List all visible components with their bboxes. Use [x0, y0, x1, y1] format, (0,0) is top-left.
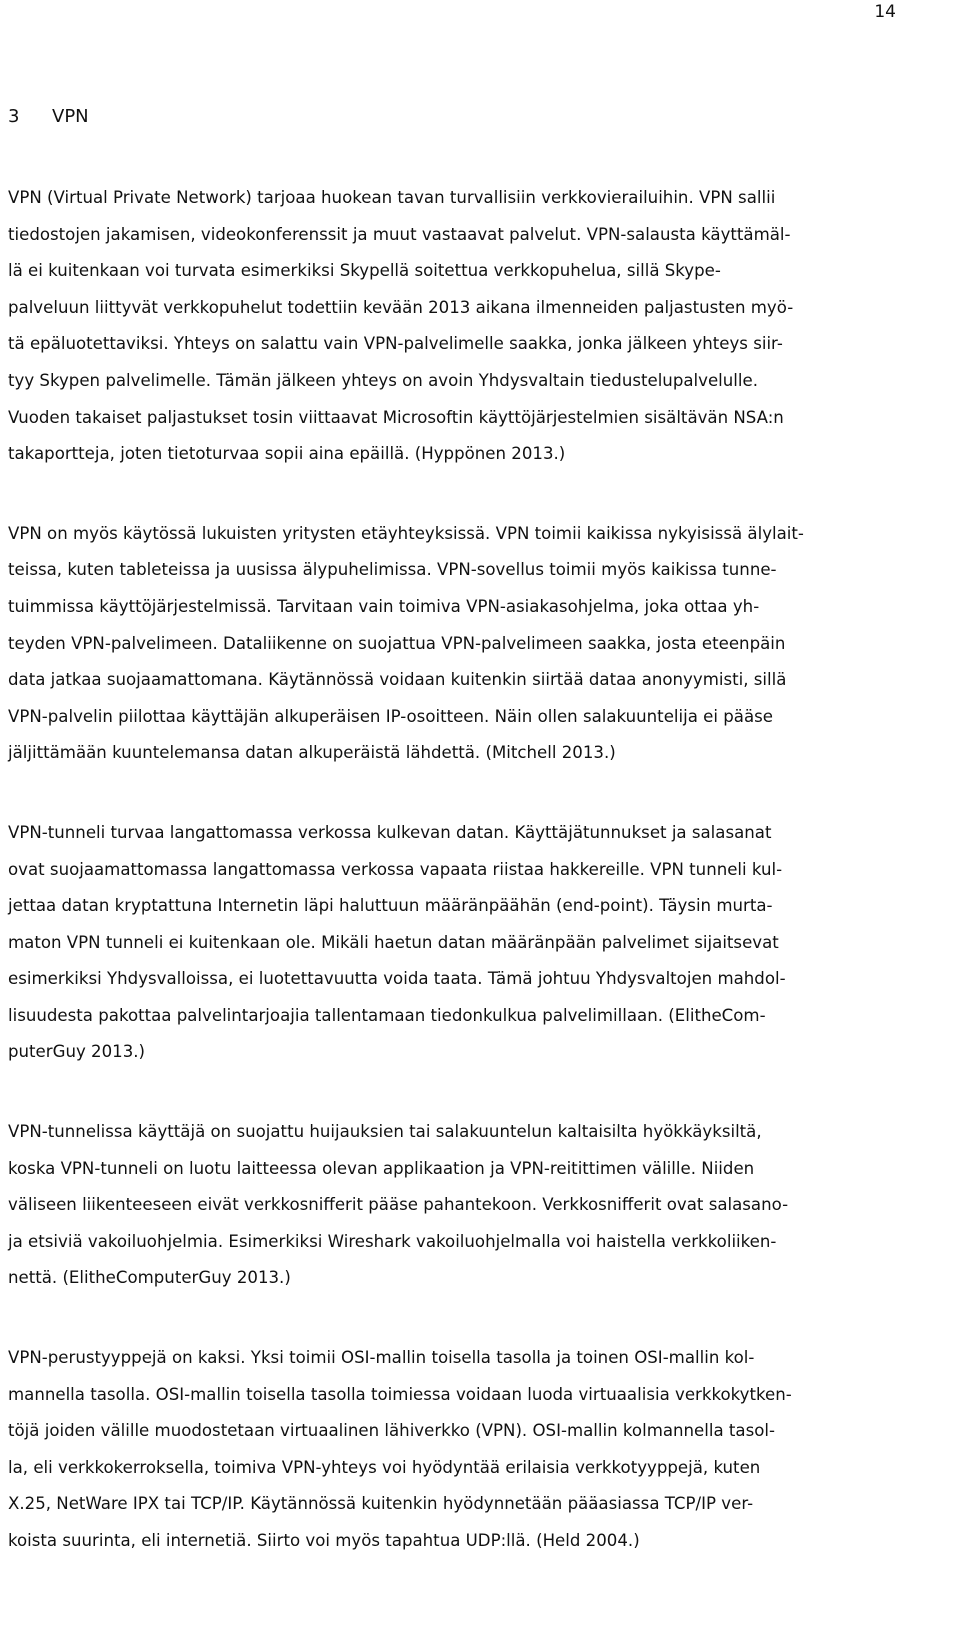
paragraph: VPN-perustyyppejä on kaksi. Yksi toimii OSI-mallin toisella tasolla ja toinen OSI-mallin kol- mannella tasolla. OSI-mallin toisella tasolla toimiessa voidaan luoda virtuaalisia verkkokytken- töjä joiden välille muodostetaan virtuaalinen lähiverkko (VPN). OSI-mallin kolmannella tasol- la, eli verkkokerroksella, toimiva VPN-yhteys voi hyödyntää erilaisia verkkotyyppejä, kuten X.25, NetWare IPX tai TCP/IP. Käytännössä kuitenkin hyödynnetään pääasiassa TCP/IP ver- koista suurinta, eli internetiä. Siirto voi myös tapahtua UDP:llä. (Held 2004.) [8, 1348, 792, 1550]
paragraph: VPN on myös käytössä lukuisten yritysten etäyhteyksissä. VPN toimii kaikissa nykyisissä älylait- teissa, kuten tableteissa ja uusissa älypuhelimissa. VPN-sovellus toimii myös kaikissa tunne- tuimmissa käyttöjärjestelmissä. Tarvitaan vain toimiva VPN-asiakasohjelma, joka ottaa yh- teyden VPN-palvelimeen. Dataliikenne on suojattua VPN-palvelimeen saakka, josta eteenpäin data jatkaa suojaamattomana. Käytännössä voidaan kuitenkin siirtää dataa anonyymisti, sillä VPN-palvelin piilottaa käyttäjän alkuperäisen IP-osoitteen. Näin ollen salakuuntelija ei pääse jäljittämään kuuntelemansa datan alkuperäistä lähdettä. (Mitchell 2013.) [8, 523, 804, 763]
section-heading [8, 104, 89, 130]
page-number: 14 [874, 2, 896, 22]
paragraph: VPN-tunnelissa käyttäjä on suojattu huijauksien tai salakuuntelun kaltaisilta hyökkäyksiltä, koska VPN-tunneli on luotu laitteessa olevan applikaation ja VPN-reitittimen välille. Niiden väliseen liikenteeseen eivät verkkosnifferit pääse pahantekoon. Verkkosnifferit ovat salasano- ja etsiviä vakoiluohjelmia. Esimerkiksi Wireshark vakoiluohjelmalla voi haistella verkkoliiken- nettä. (ElitheComputerGuy 2013.) [8, 1122, 789, 1288]
section-number: 3 [8, 106, 20, 127]
paragraph: VPN-tunneli turvaa langattomassa verkossa kulkevan datan. Käyttäjätunnukset ja salasanat ovat suojaamattomassa langattomassa verkossa vapaata riistaa hakkereille. VPN tunneli kul- jettaa datan kryptattuna Internetin läpi haluttuun määränpäähän (end-point). Täysin murta- maton VPN tunneli ei kuitenkaan ole. Mikäli haetun datan määränpään palvelimet sijaitsevat esimerkiksi Yhdysvalloissa, ei luotettavuutta voida taata. Tämä johtuu Yhdysvaltojen mahdol- lisuudesta pakottaa palvelintarjoajia tallentamaan tiedonkulkua palvelimillaan. (ElitheCom- puterGuy 2013.) [8, 822, 786, 1062]
section-title: VPN [52, 106, 89, 127]
paragraph: VPN (Virtual Private Network) tarjoaa huokean tavan turvallisiin verkkovierailuihin. VPN sallii tiedostojen jakamisen, videokonferenssit ja muut vastaavat palvelut. VPN-salausta käyttämäl- lä ei kuitenkaan voi turvata esimerkiksi Skypellä soitettua verkkopuhelua, sillä Skype- palveluun liittyvät verkkopuhelut todettiin kevään 2013 aikana ilmenneiden paljastusten myö- tä epäluotettaviksi. Yhteys on salattu vain VPN-palvelimelle saakka, jonka jälkeen yhteys siir- tyy Skypen palvelimelle. Tämän jälkeen yhteys on avoin Yhdysvaltain tiedustelupalvelulle. Vuoden takaiset paljastukset tosin viittaavat Microsoftin käyttöjärjestelmien sisältävän NSA:n takaportteja, joten tietoturvaa sopii aina epäillä. (Hyppönen 2013.) [8, 188, 794, 464]
body-text [8, 180, 928, 1603]
